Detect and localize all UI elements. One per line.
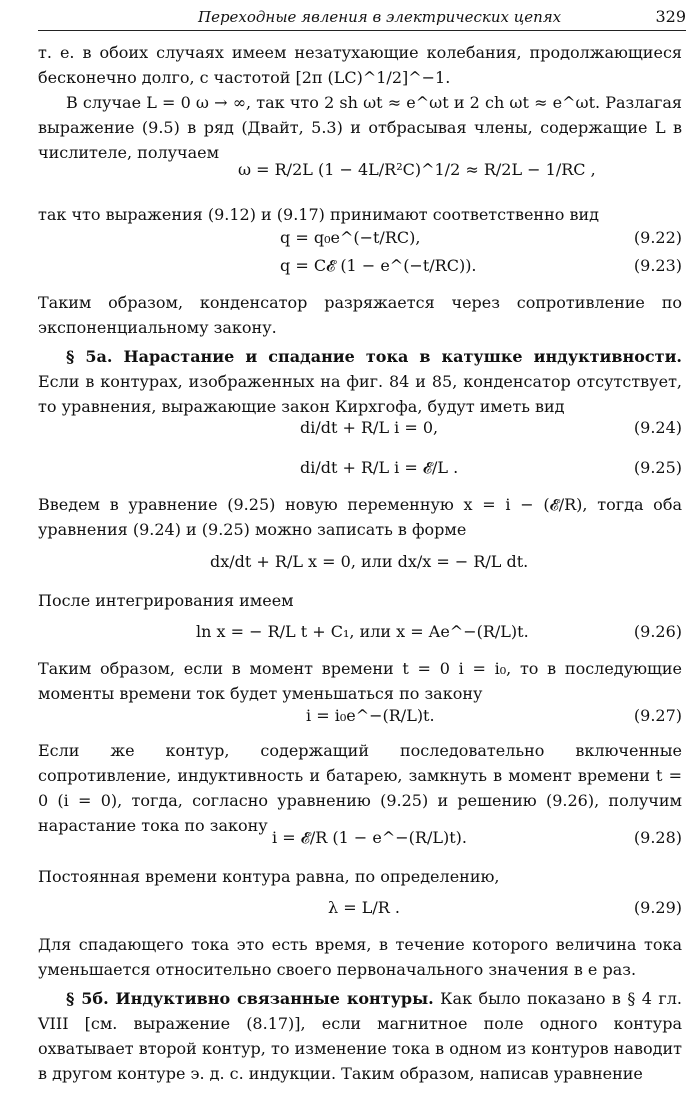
paragraph-1: т. е. в обоих случаях имеем незатухающие колебания, продолжающиеся бесконечно долго, с частотой [2π (LC)^1/2]^−1. <box>38 43 682 87</box>
paragraph-3: так что выражения (9.12) и (9.17) принимают соответственно вид <box>38 205 599 224</box>
equation-9-25: di/dt + R/L i = 𝓔/L . <box>300 458 459 477</box>
paragraph-2: В случае L = 0 ω → ∞, так что 2 sh ωt ≈ e^ωt и 2 ch ωt ≈ e^ωt. Разлагая выражение (9.5) в ряд (Двайт, 5.3) и отбрасывая члены, содержащие L в числителе, получаем <box>38 93 683 162</box>
section-5b <box>38 986 682 1086</box>
paragraph-8: Если же контур, содержащий последовательно включенные сопротивление, индуктивность и батарею, замкнуть в момент времени t = 0 (i = 0), тогда, согласно уравнению (9.25) и решению (9.26), получим нарастание тока по закону <box>38 741 682 835</box>
equation-9-27: i = i₀e^−(R/L)t. <box>306 706 435 725</box>
paragraph-4: Таким образом, конденсатор разряжается через сопротивление по экспоненциальному закону. <box>38 293 682 337</box>
header-title: Переходные явления в электрических цепях <box>198 8 562 26</box>
equation-number-9-25: (9.25) <box>633 458 682 477</box>
paragraph-10: Для спадающего тока это есть время, в течение которого величина тока уменьшается относительно своего первоначального значения в e раз. <box>38 935 682 979</box>
equation-number-9-22: (9.22) <box>633 228 682 247</box>
section-5b-text: Как было показано в § 4 гл. VIII [см. выражение (8.17)], если магнитное поле одного контура охватывает второй контур, то изменение тока в одном из контуров наводит в другом контуре э. д. с. индукции. Таким образом, написав уравнение <box>38 989 682 1083</box>
equation-9-23: q = C𝓔 (1 − e^(−t/RC)). <box>280 256 477 275</box>
equation-number-9-23: (9.23) <box>633 256 682 275</box>
equation-9-28: i = 𝓔/R (1 − e^−(R/L)t). <box>272 828 467 847</box>
equation-number-9-26: (9.26) <box>633 622 682 641</box>
page-number: 329 <box>655 7 686 26</box>
section-5a-title: § 5а. Нарастание и спадание тока в катушке индуктивности. <box>66 347 682 366</box>
equation-9-24: di/dt + R/L i = 0, <box>300 418 439 437</box>
equation-dx: dx/dt + R/L x = 0, или dx/x = − R/L dt. <box>210 552 529 571</box>
equation-number-9-29: (9.29) <box>633 898 682 917</box>
equation-9-22: q = q₀e^(−t/RC), <box>280 228 421 247</box>
equation-9-29: λ = L/R . <box>328 898 400 917</box>
paragraph-5: Введем в уравнение (9.25) новую переменную x = i − (𝓔/R), тогда оба уравнения (9.24) и (9.25) можно записать в форме <box>38 495 682 539</box>
paragraph-6: После интегрирования имеем <box>38 591 294 610</box>
equation-9-26: ln x = − R/L t + C₁, или x = Ae^−(R/L)t. <box>196 622 529 641</box>
section-5a <box>38 344 682 419</box>
running-header <box>38 4 686 31</box>
equation-number-9-24: (9.24) <box>633 418 682 437</box>
paragraph-7: Таким образом, если в момент времени t = 0 i = i₀, то в последующие моменты времени ток будет уменьшаться по закону <box>38 659 682 703</box>
section-5a-text: Если в контурах, изображенных на фиг. 84 и 85, конденсатор отсутствует, то уравнения, выражающие закон Кирхгофа, будут иметь вид <box>38 372 682 416</box>
equation-number-9-27: (9.27) <box>633 706 682 725</box>
equation-number-9-28: (9.28) <box>633 828 682 847</box>
section-5b-title: § 5б. Индуктивно связанные контуры. <box>66 989 434 1008</box>
equation-omega: ω = R/2L (1 − 4L/R²C)^1/2 ≈ R/2L − 1/RC , <box>238 160 596 179</box>
paragraph-9: Постоянная времени контура равна, по определению, <box>38 867 500 886</box>
